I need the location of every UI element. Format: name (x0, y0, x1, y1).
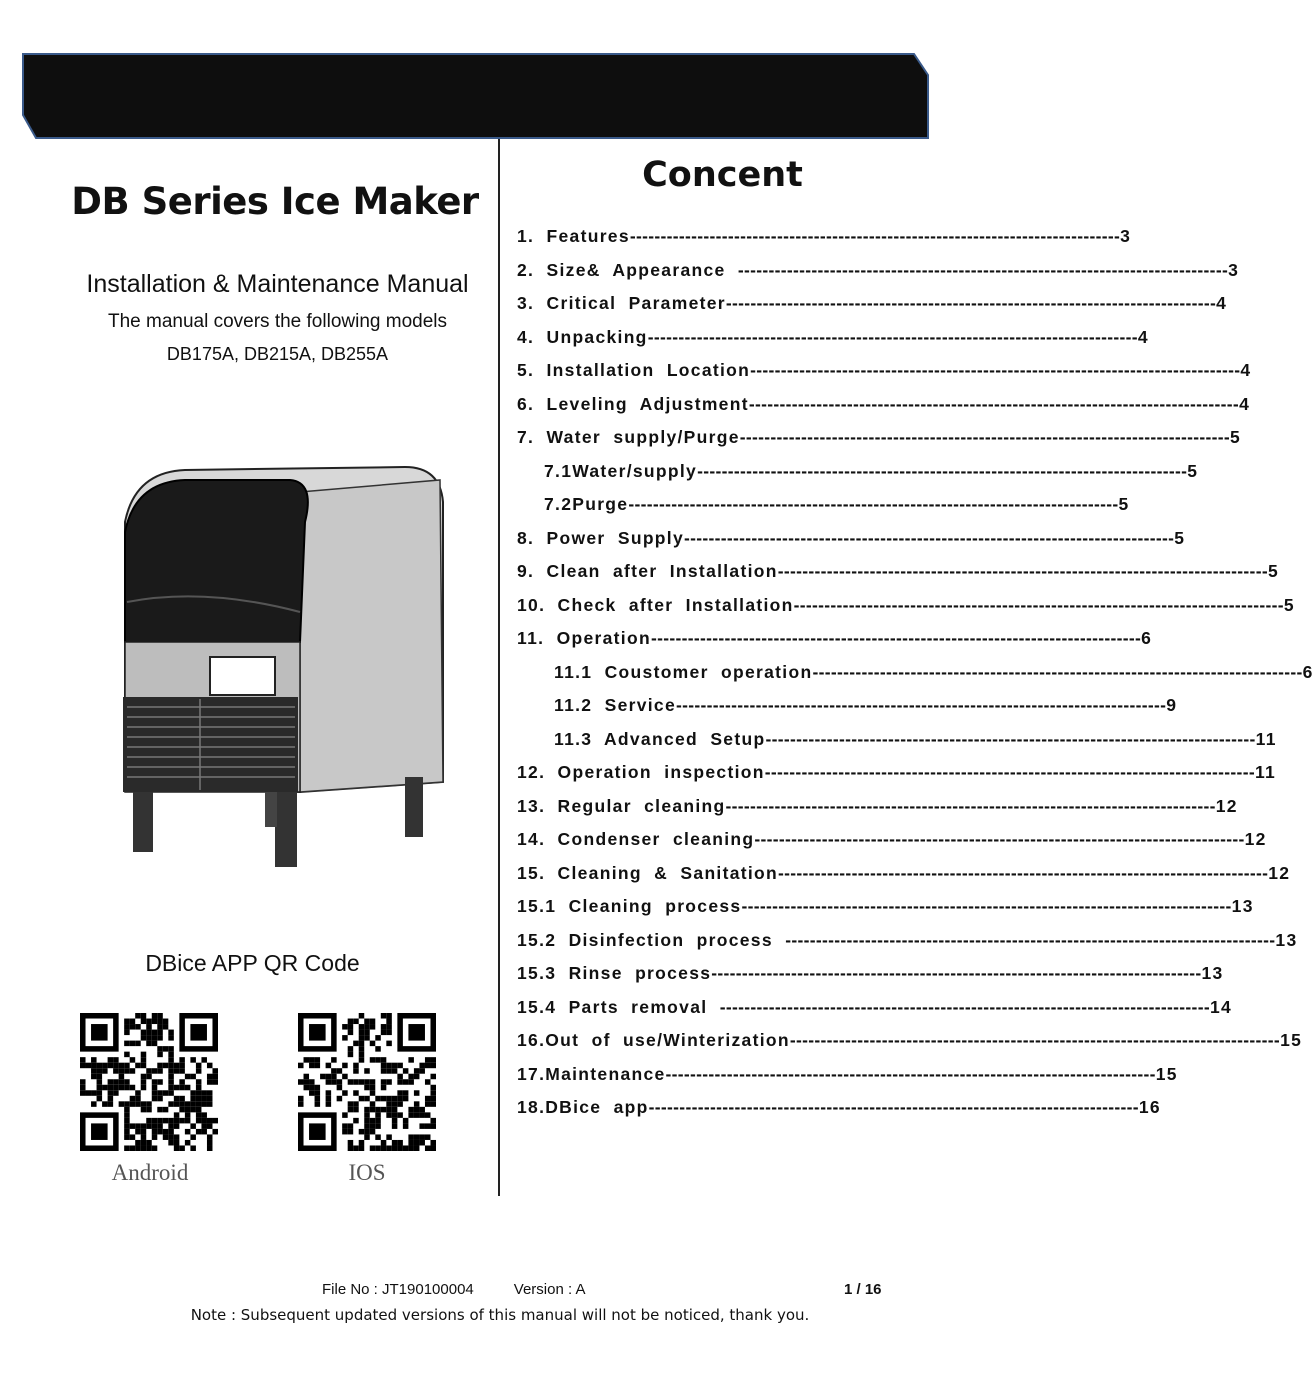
android-qr-code[interactable] (80, 1013, 218, 1151)
toc-item-page: 11 (1254, 762, 1277, 782)
toc-item-label: 7.2Purge (544, 494, 629, 514)
toc-leader: -------------------------------------------------------------------------------- (725, 795, 1216, 816)
toc-item[interactable] (517, 861, 1291, 895)
toc-item-label: 7. Water supply/Purge (517, 427, 740, 447)
toc-title: Concent (642, 155, 803, 195)
toc-item[interactable] (517, 961, 1224, 995)
toc-item-page: 11 (1255, 728, 1277, 749)
toc-item-page: 3 (1228, 259, 1240, 280)
toc-leader: -------------------------------------------------------------------------------- (777, 561, 1268, 581)
toc-item-page: 16 (1138, 1097, 1161, 1117)
toc-item-label: 15.1 Cleaning process (517, 896, 742, 916)
toc-item[interactable] (517, 660, 1314, 694)
toc-item-label: 6. Leveling Adjustment (517, 393, 749, 414)
toc-item[interactable] (517, 492, 1130, 526)
toc-leader: -------------------------------------------------------------------------------- (647, 326, 1138, 347)
toc-item[interactable] (517, 392, 1251, 426)
toc-item-page: 3 (1120, 226, 1132, 246)
toc-item[interactable] (517, 1028, 1303, 1062)
toc-leader: -------------------------------------------------------------------------------- (737, 259, 1229, 280)
toc-item-label: 9. Clean after Installation (517, 561, 778, 581)
toc-leader: -------------------------------------------------------------------------------- (676, 695, 1167, 715)
toc-item[interactable] (517, 626, 1153, 660)
header-banner (22, 53, 929, 139)
file-info (322, 1281, 585, 1298)
toc-item-page: 5 (1174, 527, 1186, 548)
toc-leader: -------------------------------------------------------------------------------- (754, 829, 1245, 849)
toc-item[interactable] (517, 794, 1238, 828)
toc-item-label: 13. Regular cleaning (517, 795, 726, 816)
toc-item-label: 15.3 Rinse process (517, 963, 712, 983)
android-caption: Android (111, 1160, 189, 1185)
toc-item-label: 2. Size& Appearance (517, 259, 738, 280)
toc-item-page: 5 (1187, 460, 1199, 481)
toc-leader: -------------------------------------------------------------------------------- (711, 963, 1202, 983)
toc-item[interactable] (517, 894, 1254, 928)
toc-item-label: 17.Maintenance (517, 1063, 666, 1084)
toc-item-label: 7.1Water/supply (544, 460, 698, 481)
toc-leader: -------------------------------------------------------------------------------- (629, 226, 1121, 246)
toc-item[interactable] (517, 760, 1277, 794)
toc-item[interactable] (517, 425, 1242, 459)
toc-item-label: 5. Installation Location (517, 360, 751, 380)
toc-leader: -------------------------------------------------------------------------------- (812, 661, 1303, 682)
toc-leader: -------------------------------------------------------------------------------- (748, 393, 1240, 414)
toc-item-page: 5 (1118, 494, 1130, 514)
toc-item[interactable] (517, 928, 1298, 962)
toc-item-label: 10. Check after Installation (517, 594, 794, 615)
toc-item-label: 1. Features (517, 226, 630, 246)
toc-item[interactable] (517, 258, 1240, 292)
footer-note: Note : Subsequent updated versions of this manual will not be noticed, thank you. (190, 1306, 810, 1324)
toc-leader: -------------------------------------------------------------------------------- (697, 460, 1188, 481)
toc-item[interactable] (517, 559, 1279, 593)
toc-leader: -------------------------------------------------------------------------------- (665, 1063, 1156, 1084)
toc-item-label: 15. Cleaning & Sanitation (517, 862, 779, 883)
toc-item-page: 9 (1166, 695, 1178, 715)
toc-item[interactable] (517, 224, 1132, 258)
model-list: DB175A, DB215A, DB255A (166, 344, 389, 364)
toc-item-page: 13 (1231, 896, 1254, 916)
ios-caption: IOS (348, 1160, 386, 1185)
file-number: File No : JT190100004 (322, 1281, 474, 1298)
toc-item-label: 15.2 Disinfection process (517, 929, 786, 950)
toc-leader: -------------------------------------------------------------------------------- (741, 896, 1232, 916)
toc-item-page: 4 (1137, 326, 1149, 347)
toc-item-label: 14. Condenser cleaning (517, 829, 755, 849)
toc-item[interactable] (517, 325, 1149, 359)
toc-leader: -------------------------------------------------------------------------------- (764, 762, 1255, 782)
toc-item-label: 11.1 Coustomer operation (554, 661, 813, 682)
document-subtitle: Installation & Maintenance Manual (86, 270, 469, 298)
toc-leader: -------------------------------------------------------------------------------- (628, 494, 1119, 514)
toc-leader: -------------------------------------------------------------------------------- (684, 527, 1175, 548)
toc-item-page: 15 (1155, 1063, 1178, 1084)
toc-leader: -------------------------------------------------------------------------------- (725, 293, 1217, 313)
toc-leader: -------------------------------------------------------------------------------- (750, 360, 1241, 380)
document-title: DB Series Ice Maker (71, 180, 479, 223)
toc-item-page: 6 (1141, 628, 1153, 648)
covers-text: The manual covers the following models (107, 311, 447, 332)
toc-item-page: 13 (1201, 963, 1224, 983)
toc-item[interactable] (517, 727, 1277, 761)
toc-leader: -------------------------------------------------------------------------------- (650, 628, 1142, 648)
toc-leader: -------------------------------------------------------------------------------- (789, 1030, 1281, 1050)
toc-item-page: 5 (1267, 561, 1279, 581)
toc-item-page: 12 (1244, 829, 1267, 849)
version: Version : A (513, 1281, 586, 1298)
toc-leader: -------------------------------------------------------------------------------- (785, 929, 1276, 950)
toc-item-page: 13 (1275, 929, 1298, 950)
toc-leader: -------------------------------------------------------------------------------- (648, 1097, 1139, 1117)
toc-item-page: 12 (1215, 795, 1238, 816)
toc-item-label: 16.Out of use/Winterization (517, 1030, 790, 1050)
page-number: 1 / 16 (844, 1281, 882, 1298)
toc-item-label: 8. Power Supply (517, 527, 684, 548)
toc-item-label: 18.DBice app (517, 1097, 649, 1117)
toc-item[interactable] (517, 459, 1199, 493)
toc-item[interactable] (517, 693, 1178, 727)
qr-heading: DBice APP QR Code (145, 950, 360, 976)
toc-item-label: 4. Unpacking (517, 326, 648, 347)
ios-qr-code[interactable] (298, 1013, 436, 1151)
toc-item[interactable] (517, 291, 1228, 325)
toc-item[interactable] (517, 995, 1233, 1029)
toc-item[interactable] (517, 1095, 1161, 1129)
toc-item-label: 15.4 Parts removal (517, 996, 720, 1017)
toc-item[interactable] (517, 593, 1295, 627)
toc-item[interactable] (517, 1062, 1178, 1096)
toc-item-page: 6 (1302, 661, 1314, 682)
toc-item-label: 11. Operation (517, 628, 651, 648)
table-of-contents (517, 224, 1314, 1129)
toc-item-label: 12. Operation inspection (517, 762, 765, 782)
toc-item[interactable] (517, 526, 1186, 560)
toc-item-page: 14 (1209, 996, 1233, 1017)
toc-leader: -------------------------------------------------------------------------------- (719, 996, 1210, 1017)
toc-leader: -------------------------------------------------------------------------------- (739, 427, 1230, 447)
toc-item[interactable] (517, 827, 1267, 861)
toc-item-page: 15 (1280, 1030, 1303, 1050)
toc-leader: -------------------------------------------------------------------------------- (778, 862, 1269, 883)
toc-item-page: 5 (1230, 427, 1242, 447)
toc-leader: -------------------------------------------------------------------------------- (793, 594, 1284, 615)
toc-leader: -------------------------------------------------------------------------------- (765, 728, 1256, 749)
toc-item-page: 4 (1216, 293, 1228, 313)
ice-maker-image (105, 462, 450, 882)
toc-item-label: 3. Critical Parameter (517, 293, 726, 313)
toc-item-page: 12 (1268, 862, 1291, 883)
toc-item-page: 4 (1240, 360, 1252, 380)
toc-item-label: 11.3 Advanced Setup (554, 728, 766, 749)
toc-item-label: 11.2 Service (554, 695, 676, 715)
toc-item-page: 4 (1239, 393, 1251, 414)
toc-item[interactable] (517, 358, 1252, 392)
toc-item-page: 5 (1283, 594, 1295, 615)
